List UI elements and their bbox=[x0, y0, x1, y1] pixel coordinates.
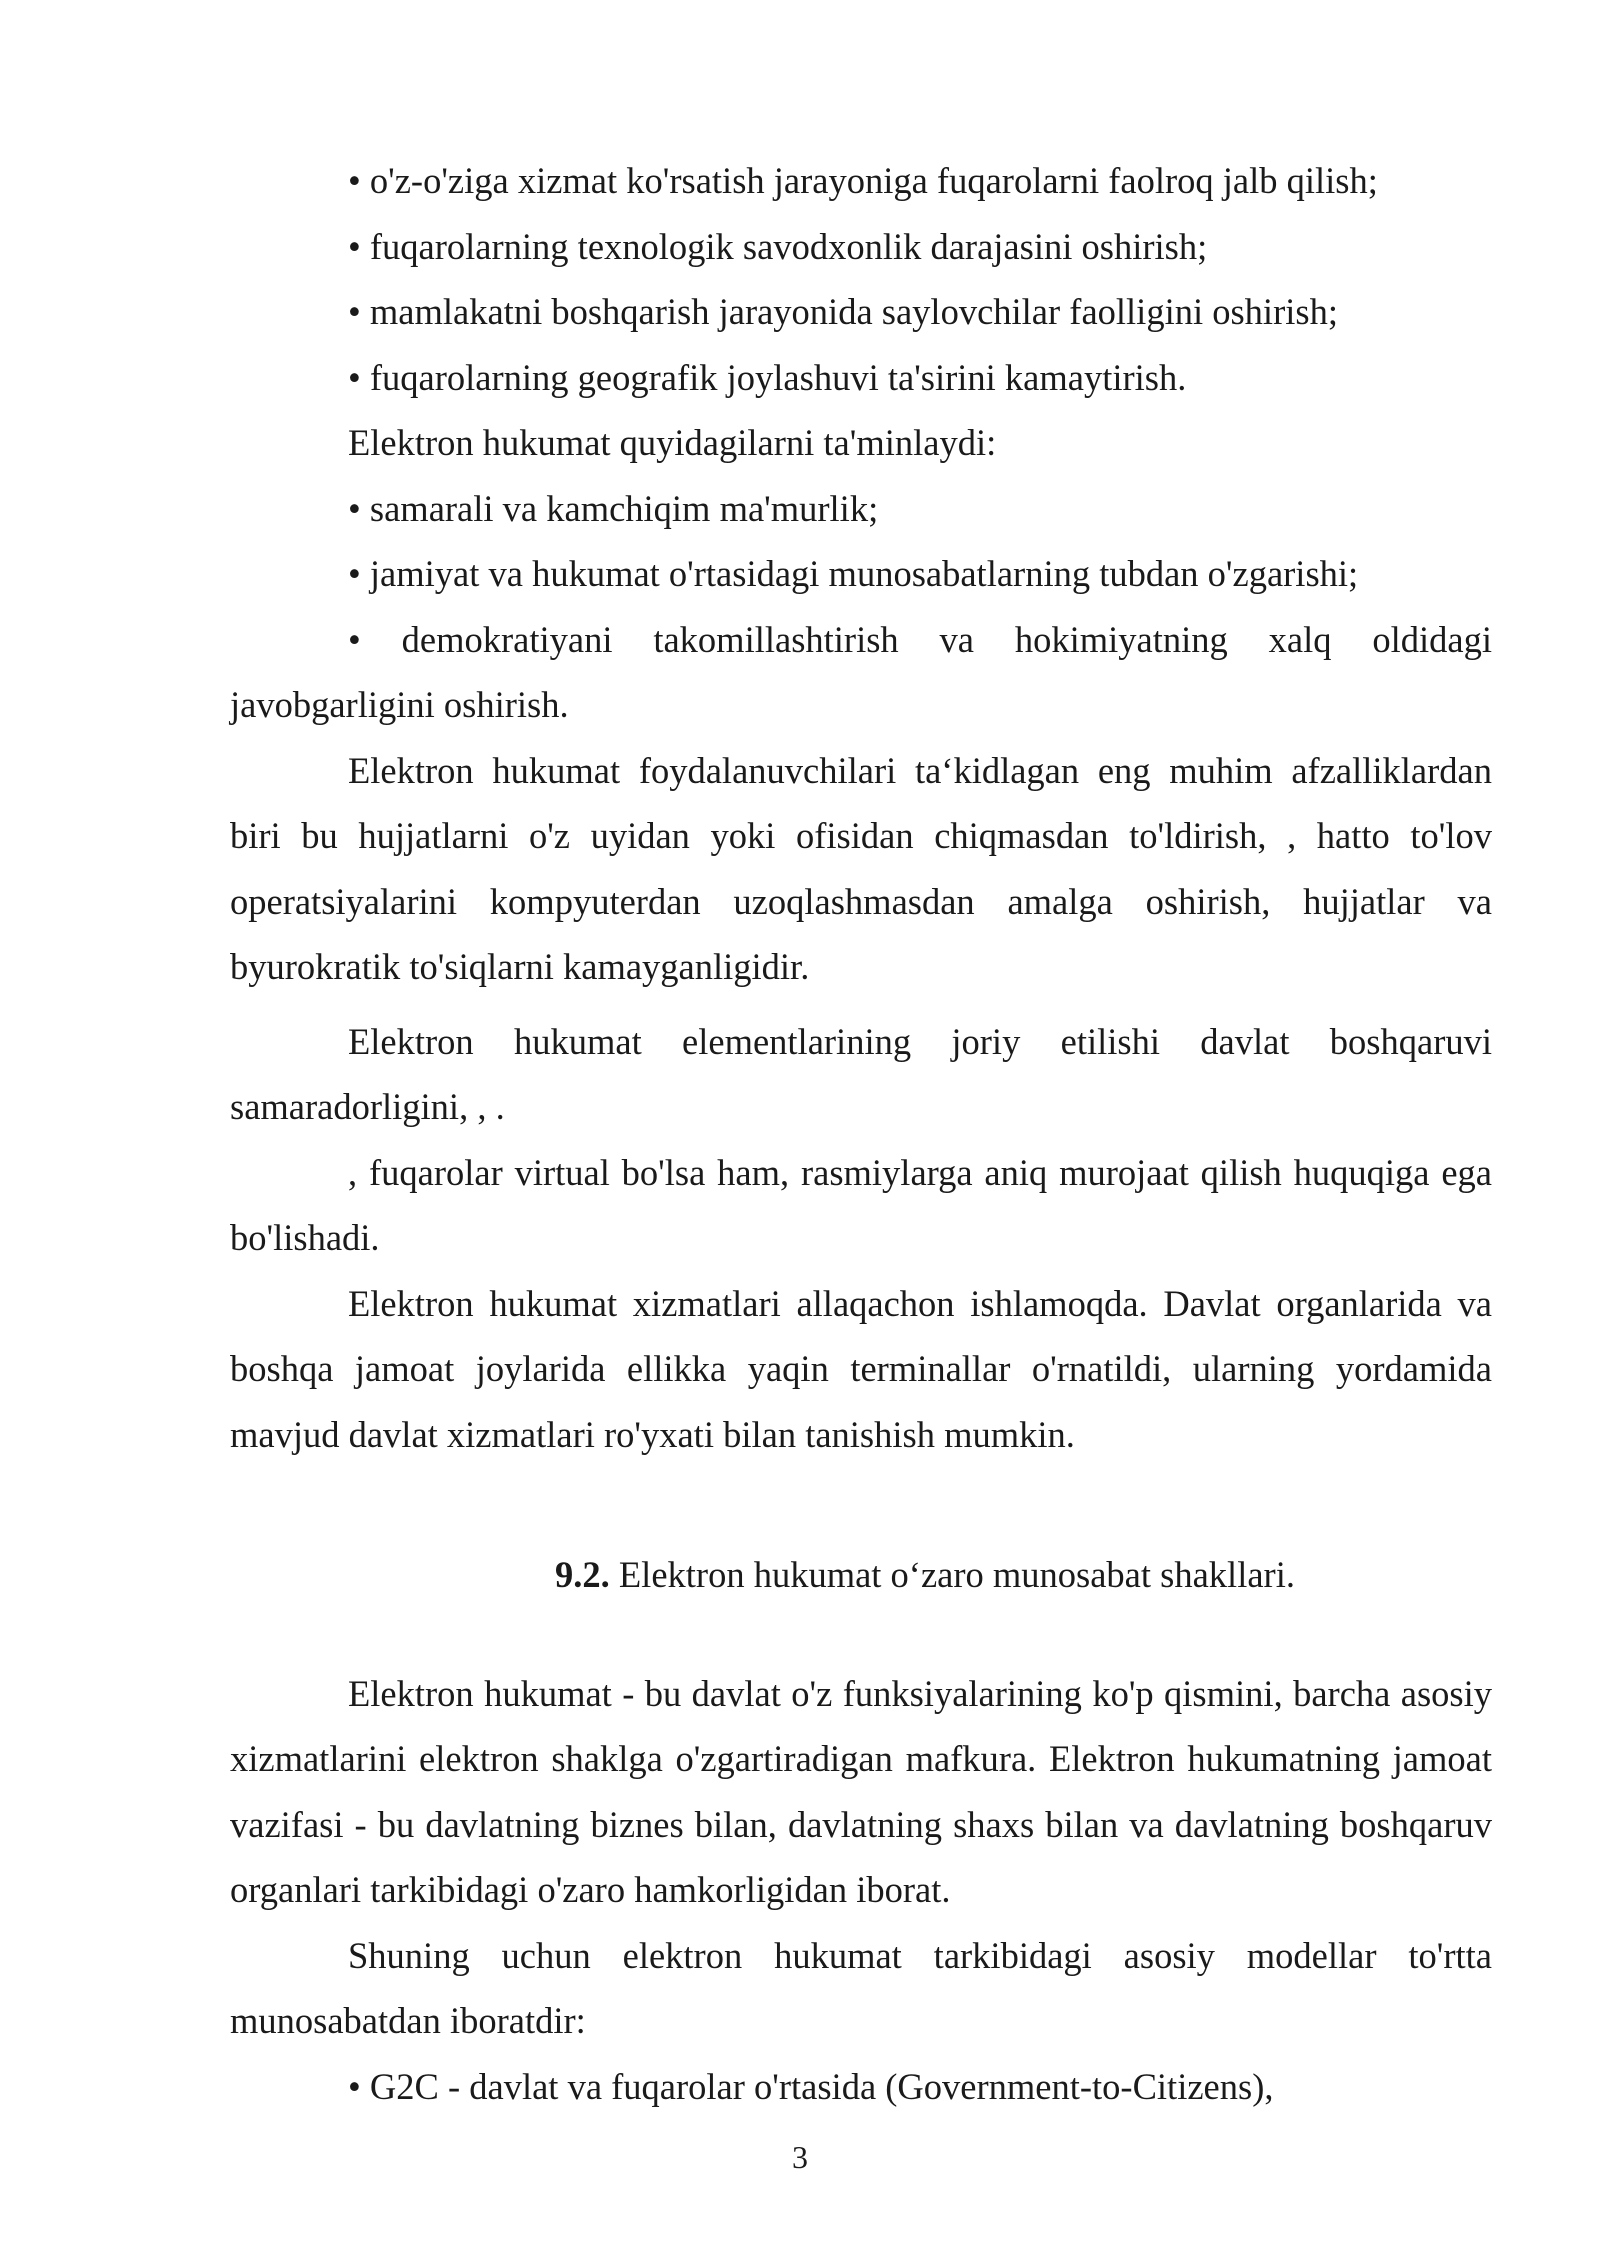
body-paragraph: Elektron hukumat elementlarining joriy etilishi davlat boshqaruvi samaradorligini, , . bbox=[230, 1020, 1492, 1127]
body-paragraph: Shuning uchun elektron hukumat tarkibidagi asosiy modellar to'rtta munosabatdan iboratdir: bbox=[230, 1934, 1492, 2041]
bullet-paragraph: • samarali va kamchiqim ma'murlik; bbox=[348, 487, 879, 529]
bullet-paragraph: • fuqarolarning geografik joylashuvi ta'sirini kamaytirish. bbox=[348, 356, 1187, 398]
document-page bbox=[230, 148, 1492, 2119]
section-number: 9.2. bbox=[555, 1554, 610, 1595]
bullet-paragraph: • G2C - davlat va fuqarolar o'rtasida (Government-to-Citizens), bbox=[348, 2065, 1274, 2107]
bullet-paragraph: • mamlakatni boshqarish jarayonida saylovchilar faolligini oshirish; bbox=[348, 291, 1338, 332]
bullet-paragraph: • o'z-o'ziga xizmat ko'rsatish jarayoniga fuqarolarni faolroq jalb qilish; bbox=[348, 160, 1378, 201]
bullet-paragraph: • demokratiyani takomillashtirish va hokimiyatning xalq oldidagi javobgarligini oshirish. bbox=[230, 618, 1492, 725]
body-paragraph: Elektron hukumat foydalanuvchilari ta‘kidlagan eng muhim afzalliklardan biri bu hujjatlarni o'z uyidan yoki ofisidan chiqmasdan to'ldirish, , hatto to'lov operatsiyalarini kompyuterdan uzoqlashmasdan amalga oshirish, hujjatlar va byurokratik to'siqlarni kamayganligidir. bbox=[230, 749, 1492, 987]
section-title: Elektron hukumat o‘zaro munosabat shakllari. bbox=[609, 1554, 1295, 1595]
bullet-paragraph: • jamiyat va hukumat o'rtasidagi munosabatlarning tubdan o'zgarishi; bbox=[348, 553, 1359, 594]
page-number: 3 bbox=[792, 2139, 808, 2175]
bullet-paragraph: • fuqarolarning texnologik savodxonlik darajasini oshirish; bbox=[348, 225, 1208, 267]
section-heading bbox=[230, 1542, 1492, 1608]
body-paragraph: Elektron hukumat xizmatlari allaqachon ishlamoqda. Davlat organlarida va boshqa jamoat joylarida ellikka yaqin terminallar o'rnatildi, ularning yordamida mavjud davlat xizmatlari ro'yxati bilan tanishish mumkin. bbox=[230, 1282, 1492, 1455]
body-paragraph: Elektron hukumat quyidagilarni ta'minlaydi: bbox=[348, 422, 997, 463]
body-paragraph: Elektron hukumat - bu davlat o'z funksiyalarining ko'p qismini, barcha asosiy xizmatlarini elektron shaklga o'zgartiradigan mafkura. Elektron hukumatning jamoat vazifasi - bu davlatning biznes bilan, davlatning shaxs bilan va davlatning boshqaruv organlari tarkibidagi o'zaro hamkorligidan iborat. bbox=[230, 1672, 1492, 1910]
body-paragraph: , fuqarolar virtual bo'lsa ham, rasmiylarga aniq murojaat qilish huquqiga ega bo'lishadi. bbox=[230, 1151, 1492, 1258]
